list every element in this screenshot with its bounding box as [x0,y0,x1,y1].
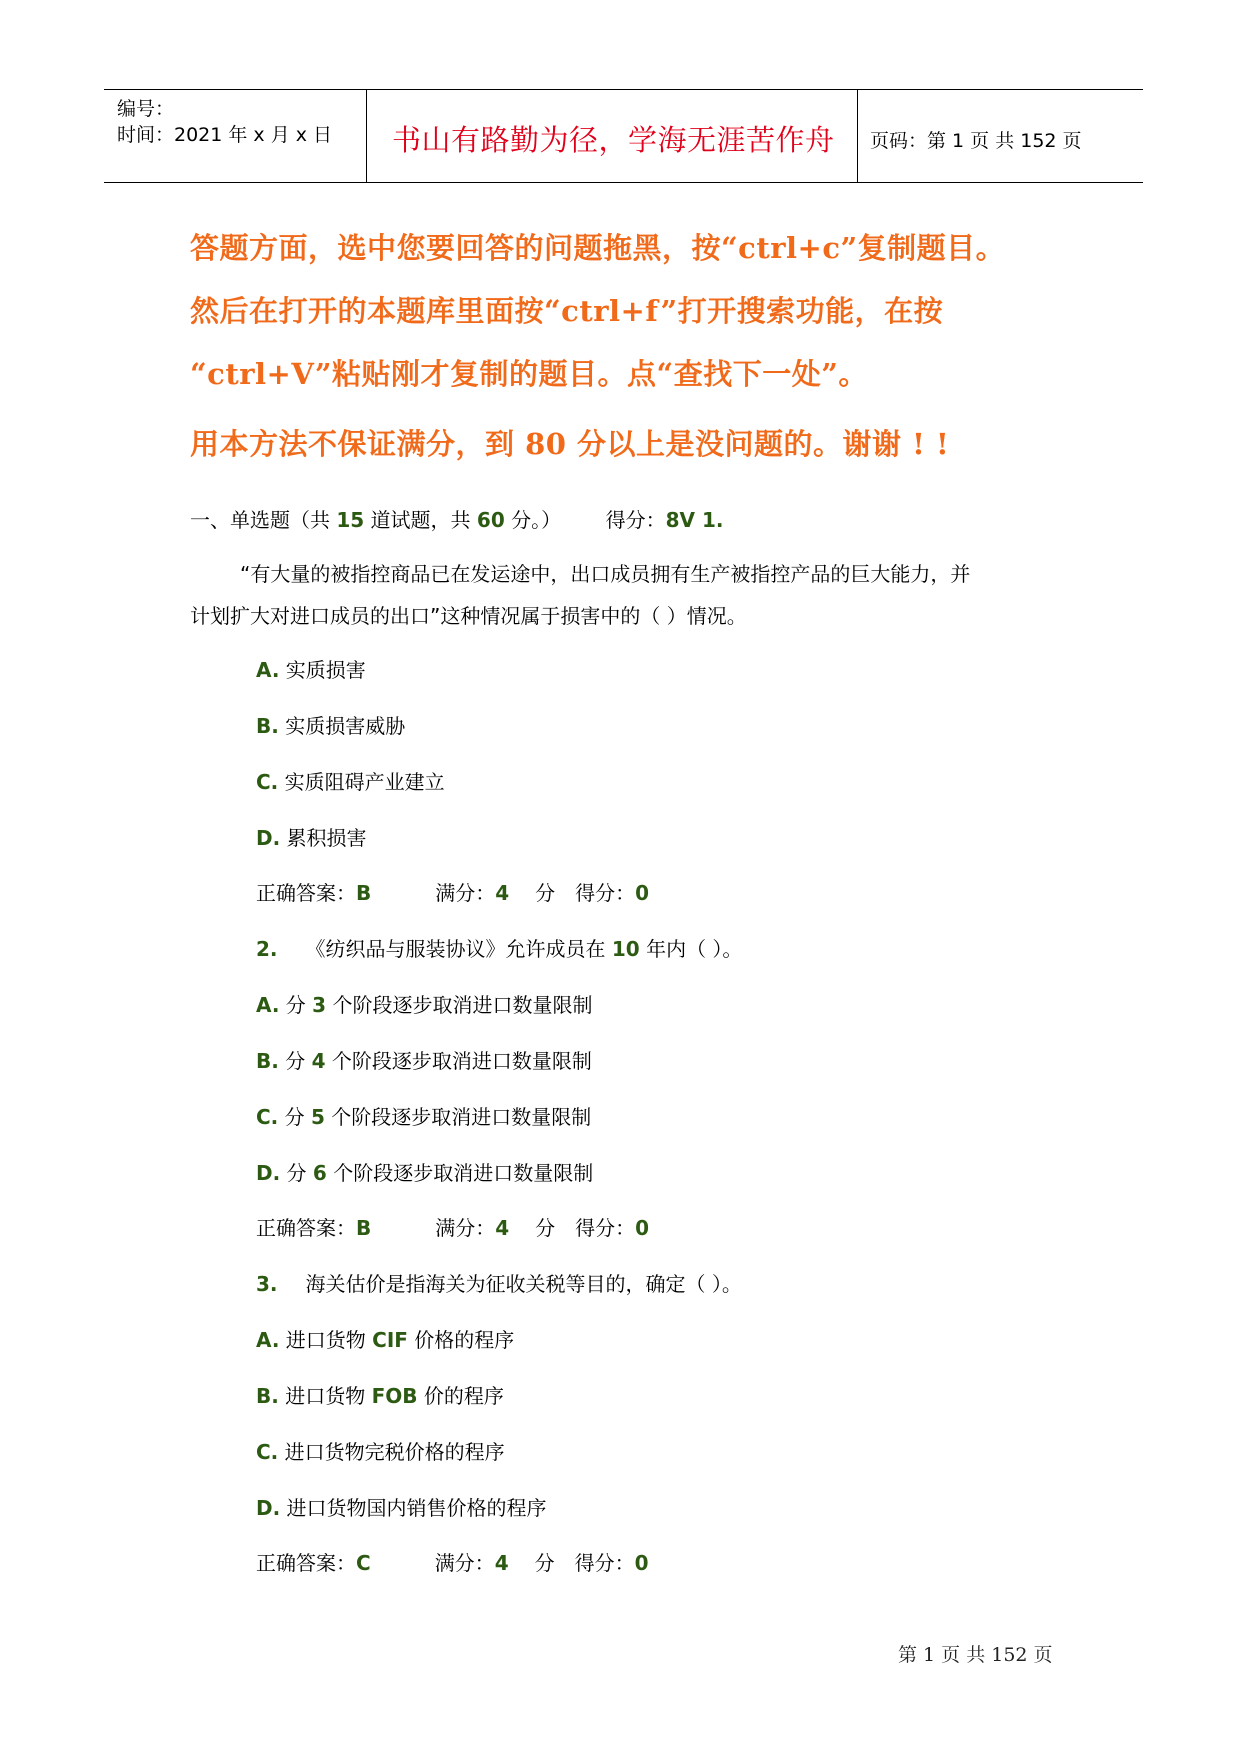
section-score: 8V 1. [665,508,724,532]
option-tail: 个阶段逐步取消进口数量限制 [326,993,593,1017]
time-label: 时间：2021 年 x 月 x 日 [117,124,333,146]
option-text: 进口货物 [278,1384,372,1408]
question-1-option-a[interactable] [256,654,366,683]
option-tail: 价的程序 [417,1384,504,1408]
full-score-label: 满分： [434,1551,495,1575]
option-letter: C. [256,1440,279,1464]
answer-value: C [356,1551,371,1575]
answer-label: 正确答案： [256,1216,356,1240]
score-unit: 分 [534,1551,555,1575]
score-label: 得分： [575,881,636,905]
header-top-rule [104,89,1143,90]
option-text: 累积损害 [280,826,367,850]
question-3-option-d[interactable] [256,1492,547,1521]
option-text: 进口货物国内销售价格的程序 [280,1496,547,1520]
option-letter: C. [256,770,279,794]
full-score-value: 4 [495,1216,510,1240]
option-text: 分 [278,1049,312,1073]
option-tail: 价格的程序 [407,1328,515,1352]
option-code: CIF [372,1328,408,1352]
option-letter: A. [256,993,280,1017]
option-code: FOB [371,1384,418,1408]
option-letter: D. [256,1496,281,1520]
header-divider-left [366,90,367,183]
option-letter: D. [256,826,281,850]
option-tail: 个阶段逐步取消进口数量限制 [326,1161,594,1185]
question-3-option-c[interactable] [256,1436,505,1465]
option-number: 4 [311,1049,326,1073]
score-unit: 分 [535,1216,556,1240]
question-2-option-d[interactable] [256,1157,593,1186]
section-mid1: 道试题，共 [364,508,477,532]
score-label: 得分： [574,1551,635,1575]
question-2-answer [256,1212,649,1241]
question-3-answer [256,1547,649,1576]
answer-value: B [356,1216,372,1240]
score-value: 0 [635,881,650,905]
option-text: 进口货物完税价格的程序 [278,1440,505,1464]
section-points: 60 [476,508,505,532]
option-tail: 个阶段逐步取消进口数量限制 [325,1049,592,1073]
answer-value: B [356,881,372,905]
header-bottom-rule [104,182,1143,183]
question-2-option-b[interactable] [256,1045,592,1074]
option-text: 进口货物 [279,1328,373,1352]
section-count: 15 [336,508,365,532]
full-score-label: 满分： [435,881,496,905]
option-letter: A. [256,658,280,682]
question-bold-value: 10 [611,937,640,961]
section-heading [190,504,724,533]
page-footer: 第 1 页 共 152 页 [898,1644,1053,1666]
question-2-option-a[interactable] [256,989,592,1018]
full-score-value: 4 [494,1551,509,1575]
question-text: 海关估价是指海关为征收关税等目的，确定（ ）。 [305,1272,742,1296]
answer-label: 正确答案： [256,1551,356,1575]
full-score-value: 4 [495,881,510,905]
full-score-label: 满分： [435,1216,496,1240]
question-1-option-b[interactable] [256,710,405,739]
section-mid2: 分。） 得分： [504,508,666,532]
question-text-tail: 年内（ ）。 [639,937,743,961]
option-letter: B. [256,714,279,738]
question-text: 《纺织品与服装协议》允许成员在 [305,937,612,961]
question-1-option-c[interactable] [256,766,445,795]
notice-line-1: 答题方面，选中您要回答的问题拖黑，按“ctrl+c”复制题目。 [190,231,1006,265]
question-1-text-line-1: “有大量的被指控商品已在发运途中，出口成员拥有生产被指控产品的巨大能力，并 [240,562,971,586]
question-3-text [256,1268,742,1297]
question-number: 3. [256,1272,278,1296]
question-2-text [256,933,742,962]
notice-line-2: 然后在打开的本题库里面按“ctrl+f”打开搜索功能，在按 [190,294,944,328]
option-text: 分 [278,1105,311,1129]
option-text: 分 [279,993,313,1017]
notice-line-4: 用本方法不保证满分，到 80 分以上是没问题的。谢谢 ! ! [190,427,950,461]
option-text: 实质损害 [279,658,366,682]
score-unit: 分 [535,881,556,905]
section-prefix: 一、单选题（共 [190,508,337,532]
score-value: 0 [635,1216,650,1240]
option-tail: 个阶段逐步取消进口数量限制 [324,1105,592,1129]
option-letter: B. [256,1049,279,1073]
option-text: 分 [280,1161,313,1185]
question-number: 2. [256,937,278,961]
score-label: 得分： [575,1216,636,1240]
option-text: 实质损害威胁 [278,714,406,738]
option-letter: B. [256,1384,279,1408]
option-number: 6 [312,1161,327,1185]
question-3-option-b[interactable] [256,1380,504,1409]
score-value: 0 [634,1551,649,1575]
option-text: 实质阻碍产业建立 [278,770,445,794]
question-1-text-line-2: 计划扩大对进口成员的出口”这种情况属于损害中的（ ）情况。 [190,604,747,628]
answer-label: 正确答案： [256,881,356,905]
notice-line-3: “ctrl+V”粘贴刚才复制的题目。点“查找下一处”。 [190,357,868,391]
question-1-answer [256,877,649,906]
question-2-option-c[interactable] [256,1101,591,1130]
option-letter: D. [256,1161,281,1185]
question-3-option-a[interactable] [256,1324,514,1353]
header-motto: 书山有路勤为径，学海无涯苦作舟 [392,123,835,157]
option-number: 3 [312,993,327,1017]
header-divider-right [857,90,858,183]
option-letter: A. [256,1328,280,1352]
page-code: 页码：第 1 页 共 152 页 [870,130,1082,152]
option-number: 5 [311,1105,325,1129]
question-1-option-d[interactable] [256,822,367,851]
option-letter: C. [256,1105,279,1129]
serial-number-label: 编号： [117,98,175,120]
